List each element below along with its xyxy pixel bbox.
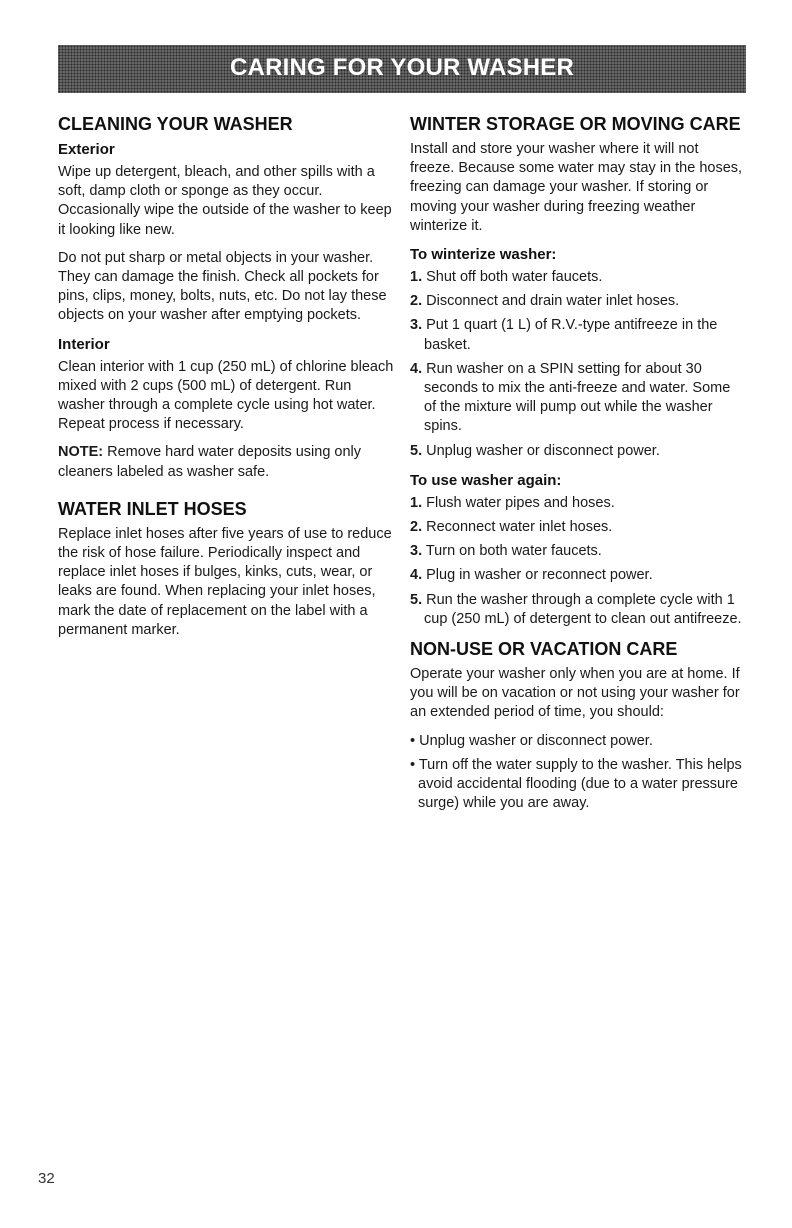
list-item: • Unplug washer or disconnect power. [410, 732, 653, 749]
winterize-steps [410, 268, 746, 461]
hoses-heading: WATER INLET HOSES [58, 498, 247, 519]
list-item: 3. Turn on both water faucets. [410, 543, 602, 560]
note-paragraph [58, 443, 394, 481]
list-item: 3. Put 1 quart (1 L) of R.V.-type antifreeze in the basket. [410, 317, 718, 353]
use-again-subheading: To use washer again: [410, 471, 562, 489]
cleaning-heading: CLEANING YOUR WASHER [58, 114, 293, 134]
winter-paragraph: Install and store your washer where it will not freeze. Because some water may stay in the hoses, freezing can damage your washer. If storing or moving your washer during freezing weather winterize it. [410, 141, 743, 234]
list-item: 4. Run washer on a SPIN setting for about 30 seconds to mix the anti-freeze and water. Some of the mixture will pump out while the washer spins. [410, 360, 731, 435]
exterior-subheading: Exterior [58, 141, 115, 158]
note-text: Remove hard water deposits using only cleaners labeled as washer safe. [58, 444, 362, 480]
use-again-steps [410, 494, 746, 629]
exterior-paragraph-1: Wipe up detergent, bleach, and other spills with a soft, damp cloth or sponge as they occur. Occasionally wipe the outside of the washer to keep it looking like new. [58, 164, 392, 238]
list-item: 5. Unplug washer or disconnect power. [410, 442, 660, 459]
vacation-heading: NON-USE OR VACATION CARE [410, 639, 678, 660]
right-column [410, 114, 746, 818]
list-item: 5. Run the washer through a complete cycle with 1 cup (250 mL) of detergent to clean out antifreeze. [410, 591, 742, 627]
winterize-subheading: To winterize washer: [410, 246, 557, 264]
page-number: 32 [38, 1170, 55, 1187]
list-item: 2. Reconnect water inlet hoses. [410, 519, 613, 536]
list-item: 1. Flush water pipes and hoses. [410, 494, 615, 511]
vacation-bullets [410, 732, 746, 814]
banner-title: CARING FOR YOUR WASHER [230, 54, 574, 81]
left-column [58, 114, 394, 649]
section-banner [58, 45, 746, 93]
interior-subheading: Interior [58, 335, 110, 353]
interior-paragraph: Clean interior with 1 cup (250 mL) of chlorine bleach mixed with 2 cups (500 mL) of detergent. Run washer through a complete cycle using hot water. Repeat process if necessary. [58, 358, 394, 433]
list-item: 4. Plug in washer or reconnect power. [410, 567, 653, 584]
list-item: 2. Disconnect and drain water inlet hoses. [410, 293, 680, 310]
exterior-paragraph-2: Do not put sharp or metal objects in your washer. They can damage the finish. Check all pockets for pins, clips, money, bolts, nuts, etc. Do not lay these objects on your washer after emptying pockets. [58, 249, 387, 324]
vacation-paragraph: Operate your washer only when you are at home. If you will be on vacation or not using your washer for an extended period of time, you should: [410, 666, 740, 721]
note-label: NOTE: [58, 444, 104, 461]
hoses-paragraph: Replace inlet hoses after five years of use to reduce the risk of hose failure. Periodically inspect and replace inlet hoses if bulges, kinks, cuts, wear, or leaks are found. When replacing your inlet hoses, mark the date of replacement on the label with a permanent marker. [58, 525, 392, 638]
winter-heading: WINTER STORAGE OR MOVING CARE [410, 114, 741, 134]
list-item: 1. Shut off both water faucets. [410, 269, 603, 286]
list-item: • Turn off the water supply to the washer. This helps avoid accidental flooding (due to a water pressure surge) while you are away. [410, 756, 742, 812]
